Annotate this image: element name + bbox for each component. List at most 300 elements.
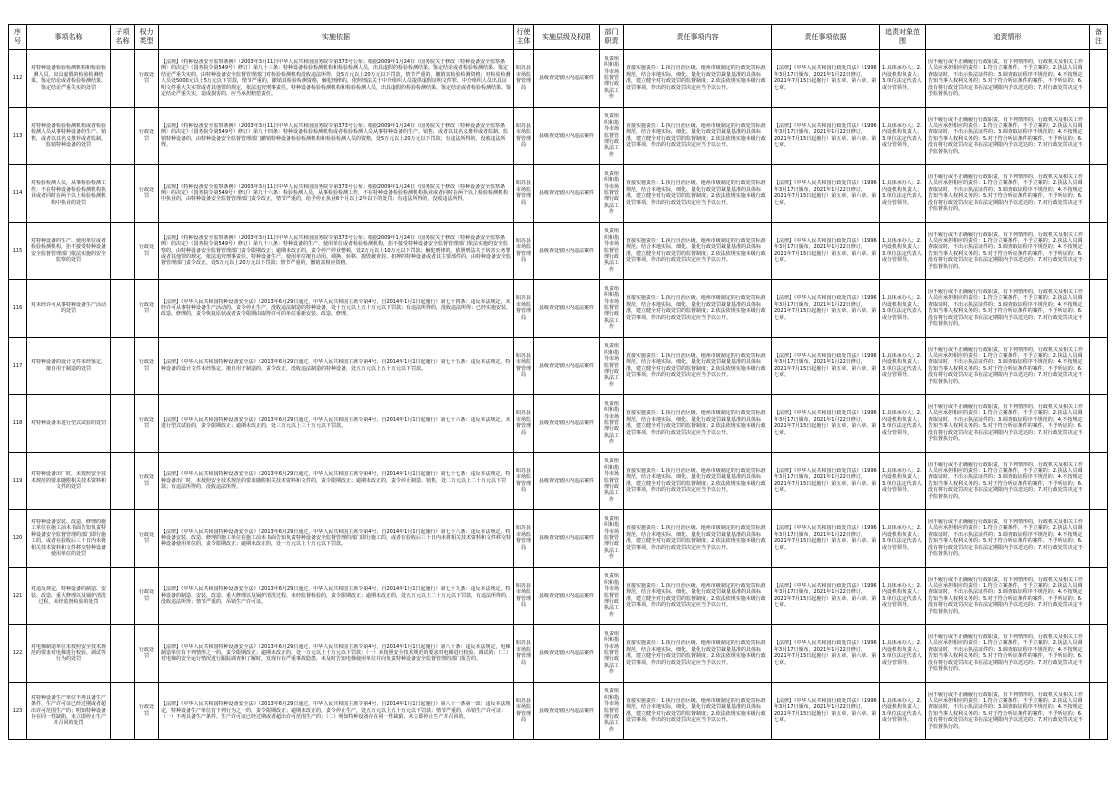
item-name-cell [27, 222, 111, 280]
accountability-target: 1.具体承办人；2.内设机构负责人；3.单位法定代表人或分管领导。 [882, 582, 923, 609]
dept-duty-cell [600, 567, 624, 625]
power-list-table [8, 24, 1108, 740]
header-remark: 备注 [1090, 25, 1108, 50]
dept-duty: 负责组织和指导市场监督管理行政执法工作 [603, 688, 619, 733]
header-name: 事项名称 [27, 25, 111, 50]
responsibility-content: 直接实施责任：1.执行自治区级、地州市级制定的行政处罚标准规范，结合本地实际，细化、量化行政处罚裁量基准的具体标准，建立健全对行政处罚的监督制度；2.依法依规实施本级行政处罚事项，作出的行政处罚决定应当予以公开。 [626, 65, 766, 91]
executing-subject: 昭苏县市场监督管理局 [516, 237, 531, 264]
item-name: 对特种设备安装、改造、修理的施工单位在施工前未书面告知负责特种设备安全监督管理的部门即行施工的，或者在验收后三十日内未将相关技术资料和文件移交特种设备使用单位的处罚 [30, 519, 106, 558]
accountability-target-cell [880, 337, 926, 395]
item-name: 对违反规定，特种设备的制造、安装、改造、重大修理以及锅炉清洗过程，未经监督检验的处罚 [30, 586, 106, 605]
power-type: 行政处罚 [138, 646, 154, 660]
sub-item-name-cell [111, 337, 135, 395]
level-scope-cell [534, 165, 600, 223]
implementation-basis-cell [159, 337, 514, 395]
accountability-cases: 因不履行或不正确履行行政职责，有下列情形的，行政机关及相关工作人员应承担相应的责任：1.符合立案条件，不予立案的；2.执法人员调查取证时，不出示执法证件的；3.调查取证程序不规范的；4.不按规定告知当事人权利义务的；5.对于符合听证条件的案件，不予听证的；6.没有将行政处罚决定书在法定期限内予以送达的；7.对行政处罚决定不予监督执行的。 [928, 116, 1084, 155]
remark-cell [1090, 165, 1108, 223]
responsibility-content: 直接实施责任：1.执行自治区级、地州市级制定的行政处罚标准规范，结合本地实际，细化、量化行政处罚裁量基准的具体标准，建立健全对行政处罚的监督制度；2.依法依规实施本级行政处罚事项，作出的行政处罚决定应当予以公开。 [626, 525, 766, 551]
level-scope-cell [534, 510, 600, 568]
level-scope: 县级查处辖区内违法案件 [538, 477, 594, 484]
accountability-cases: 因不履行或不正确履行行政职责，有下列情形的，行政机关及相关工作人员应承担相应的责任：1.符合立案条件，不予立案的；2.执法人员调查取证时，不出示执法证件的；3.调查取证程序不规范的；4.不按规定告知当事人权利义务的；5.对于符合听证条件的案件，不予听证的；6.没有将行政处罚决定书在法定期限内予以送达的；7.对行政处罚决定不予监督执行的。 [928, 691, 1084, 730]
implementation-basis: 【法律】《中华人民共和国特种设备安全法》（2013年6月29日通过，中华人民共和国主席令第4号，自2014年1月1日起施行）第八十条：违反本法规定，电梯制造单位有下列情形之一的，责令限期改正；逾期未改正的，处一万元以上十万元以下罚款：（一）未按照安全技术规范的要求对电梯进行校验、调试的；（二）对电梯的安全运行情况进行跟踪调查和了解时，发现存在严重事故隐患，未及时告知电梯使用单位并向负责特种设备安全监督管理的部门报告的。 [161, 643, 511, 663]
dept-duty-cell [600, 165, 624, 223]
level-scope: 县级查处辖区内违法案件 [538, 132, 594, 139]
responsibility-basis-cell [772, 625, 880, 683]
dept-duty: 负责组织和指导市场监督管理行政执法工作 [603, 285, 619, 331]
responsibility-basis-cell [772, 452, 880, 510]
dept-duty-cell [600, 510, 624, 568]
executing-subject: 昭苏县市场监督管理局 [516, 352, 531, 379]
level-scope: 县级查处辖区内违法案件 [538, 362, 594, 369]
sub-item-name-cell [111, 280, 135, 338]
executing-subject-cell [514, 682, 534, 740]
remark-cell [1090, 337, 1108, 395]
item-name: 对检验检测人员，从事检验检测工作，不在特种设备检验检测机构执业或者同时在两个以上检验检测机构中执业的处罚 [30, 180, 106, 206]
responsibility-content-cell [624, 395, 772, 453]
power-type: 行政处罚 [138, 704, 154, 717]
executing-subject-cell [514, 395, 534, 453]
row-number-cell [9, 222, 27, 280]
table-row [9, 222, 1108, 280]
dept-duty-cell [600, 50, 624, 108]
dept-duty-cell [600, 625, 624, 683]
accountability-target-cell [880, 510, 926, 568]
accountability-target-cell [880, 107, 926, 165]
responsibility-content-cell [624, 567, 772, 625]
accountability-target: 1.具体承办人；2.内设机构负责人；3.单位法定代表人或分管领导。 [882, 410, 923, 436]
responsibility-content-cell [624, 50, 772, 108]
responsibility-basis-cell [772, 395, 880, 453]
responsibility-basis: 【法律】《中华人民共和国行政处罚法》（1996年3月17日颁布，2021年1月22日修订，2021年7月15日起施行）第五章、第六章、第七章。 [774, 237, 877, 264]
table-row [9, 452, 1108, 510]
item-name-cell [27, 682, 111, 740]
sub-item-name-cell [111, 510, 135, 568]
power-type-cell [135, 222, 159, 280]
power-type: 行政处罚 [138, 474, 154, 487]
power-type-cell [135, 625, 159, 683]
power-type-cell [135, 165, 159, 223]
executing-subject-cell [514, 510, 534, 568]
remark-cell [1090, 107, 1108, 165]
dept-duty: 负责组织和指导市场监督管理行政执法工作 [603, 113, 619, 158]
accountability-cases: 因不履行或不正确履行行政职责，有下列情形的，行政机关及相关工作人员应承担相应的责任：1.符合立案条件，不予立案的；2.执法人员调查取证时，不出示执法证件的；3.调查取证程序不规范的；4.不按规定告知当事人权利义务的；5.对于符合听证条件的案件，不予听证的；6.没有将行政处罚决定书在法定期限内予以送达的；7.对行政处罚决定不予监督执行的。 [928, 289, 1084, 328]
responsibility-basis-cell [772, 567, 880, 625]
sub-item-name-cell [111, 107, 135, 165]
power-type-cell [135, 452, 159, 510]
dept-duty: 负责组织和指导市场监督管理行政执法工作 [603, 458, 619, 503]
row-number-cell [9, 107, 27, 165]
responsibility-basis-cell [772, 510, 880, 568]
accountability-cases-cell [926, 50, 1090, 108]
item-name-cell [27, 165, 111, 223]
header-subitem: 子项名称 [111, 25, 135, 50]
header-subject: 行使主体 [514, 25, 534, 50]
row-number: 118 [12, 420, 23, 427]
responsibility-content-cell [624, 280, 772, 338]
remark-cell [1090, 452, 1108, 510]
accountability-cases-cell [926, 107, 1090, 165]
row-number-cell [9, 395, 27, 453]
accountability-target: 1.具体承办人；2.内设机构负责人；3.单位法定代表人或分管领导。 [882, 640, 923, 666]
power-type-cell [135, 510, 159, 568]
accountability-target-cell [880, 280, 926, 338]
accountability-target: 1.具体承办人；2.内设机构负责人；3.单位法定代表人或分管领导。 [882, 237, 923, 264]
accountability-cases-cell [926, 337, 1090, 395]
table-row [9, 50, 1108, 108]
power-type: 行政处罚 [138, 301, 154, 315]
accountability-cases-cell [926, 222, 1090, 280]
item-name: 对特种设备未进行型式试验的处罚 [30, 420, 106, 427]
responsibility-basis: 【法律】《中华人民共和国行政处罚法》（1996年3月17日颁布，2021年1月22日修订，2021年7月15日起施行）第五章、第六章、第七章。 [774, 467, 877, 494]
executing-subject-cell [514, 452, 534, 510]
remark-cell [1090, 510, 1108, 568]
item-name-cell [27, 337, 111, 395]
sub-item-name-cell [111, 567, 135, 625]
table-row [9, 510, 1108, 568]
responsibility-basis: 【法律】《中华人民共和国行政处罚法》（1996年3月17日颁布，2021年1月22日修订，2021年7月15日起施行）第五章、第六章、第七章。 [774, 582, 877, 609]
dept-duty-cell [600, 222, 624, 280]
power-type-cell [135, 395, 159, 453]
responsibility-basis: 【法律】《中华人民共和国行政处罚法》（1996年3月17日颁布，2021年1月22日修订，2021年7月15日起施行）第五章、第六章、第七章。 [774, 697, 877, 724]
executing-subject: 昭苏县市场监督管理局 [516, 410, 531, 436]
table-row [9, 165, 1108, 223]
dept-duty: 负责组织和指导市场监督管理行政执法工作 [603, 573, 619, 618]
dept-duty-cell [600, 395, 624, 453]
header-basis: 实施依据 [159, 25, 514, 50]
table-row [9, 280, 1108, 338]
responsibility-basis-cell [772, 222, 880, 280]
accountability-target: 1.具体承办人；2.内设机构负责人；3.单位法定代表人或分管领导。 [882, 352, 923, 379]
item-name-cell [27, 567, 111, 625]
responsibility-content-cell [624, 682, 772, 740]
implementation-basis: 【法律】《中华人民共和国特种设备安全法》（2013年6月29日通过，中华人民共和国主席令第4号，自2014年1月1日起施行）第七十八条：违反本法规定，特种设备安装、改造、修理的施工单位在施工前未书面告知负责特种设备安全监督管理的部门即行施工的，或者在验收后三十日内未将相关技术资料和文件移交特种设备使用单位的，责令限期改正；逾期未改正的，处一万元以上十万元以下罚款。 [161, 528, 511, 548]
item-name-cell [27, 452, 111, 510]
power-type: 行政处罚 [138, 186, 154, 200]
accountability-cases: 因不履行或不正确履行行政职责，有下列情形的，行政机关及相关工作人员应承担相应的责任：1.符合立案条件，不予立案的；2.执法人员调查取证时，不出示执法证件的；3.调查取证程序不规范的；4.不按规定告知当事人权利义务的；5.对于符合听证条件的案件，不予听证的；6.没有将行政处罚决定书在法定期限内予以送达的；7.对行政处罚决定不予监督执行的。 [928, 174, 1084, 213]
accountability-cases: 因不履行或不正确履行行政职责，有下列情形的，行政机关及相关工作人员应承担相应的责任：1.符合立案条件，不予立案的；2.执法人员调查取证时，不出示执法证件的；3.调查取证程序不规范的；4.不按规定告知当事人权利义务的；5.对于符合听证条件的案件，不予听证的；6.没有将行政处罚决定书在法定期限内予以送达的；7.对行政处罚决定不予监督执行的。 [928, 231, 1084, 270]
responsibility-basis-cell [772, 280, 880, 338]
power-type: 行政处罚 [138, 589, 154, 602]
responsibility-content-cell [624, 452, 772, 510]
executing-subject: 昭苏县市场监督管理局 [516, 697, 531, 724]
responsibility-basis: 【法律】《中华人民共和国行政处罚法》（1996年3月17日颁布，2021年1月22日修订，2021年7月15日起施行）第五章、第六章、第七章。 [774, 122, 877, 149]
row-number: 119 [12, 477, 23, 484]
level-scope: 县级查处辖区内违法案件 [538, 707, 594, 714]
responsibility-content-cell [624, 107, 772, 165]
accountability-cases-cell [926, 510, 1090, 568]
remark-cell [1090, 280, 1108, 338]
level-scope-cell [534, 222, 600, 280]
implementation-basis: 【法律】《中华人民共和国特种设备安全法》（2013年6月29日通过，中华人民共和国主席令第4号，自2014年1月1日起施行）第七十四条：违反本法规定，未经许可从事特种设备生产活动的，责令停止生产，没收违法制造的特种设备，处十万元以上五十万元以下罚款；有违法所得的，没收违法所得；已经实施安装、改造、修理的，责令恢复原状或者责令限期由取得许可的单位重新安装、改造、修理。 [161, 298, 511, 318]
power-type-cell [135, 682, 159, 740]
executing-subject: 昭苏县市场监督管理局 [516, 640, 531, 666]
sub-item-name-cell [111, 682, 135, 740]
accountability-target-cell [880, 50, 926, 108]
item-name-cell [27, 625, 111, 683]
responsibility-basis: 【法律】《中华人民共和国行政处罚法》（1996年3月17日颁布，2021年1月22日修订，2021年7月15日起施行）第五章、第六章、第七章。 [774, 295, 877, 321]
executing-subject-cell [514, 625, 534, 683]
remark-cell [1090, 222, 1108, 280]
level-scope-cell [534, 395, 600, 453]
header-resp-content: 责任事项内容 [624, 25, 772, 50]
implementation-basis-cell [159, 452, 514, 510]
power-type: 行政处罚 [138, 71, 154, 85]
accountability-cases: 因不履行或不正确履行行政职责，有下列情形的，行政机关及相关工作人员应承担相应的责任：1.符合立案条件，不予立案的；2.执法人员调查取证时，不出示执法证件的；3.调查取证程序不规范的；4.不按规定告知当事人权利义务的；5.对于符合听证条件的案件，不予听证的；6.没有将行政处罚决定书在法定期限内予以送达的；7.对行政处罚决定不予监督执行的。 [928, 519, 1084, 558]
accountability-target-cell [880, 452, 926, 510]
dept-duty-cell [600, 337, 624, 395]
accountability-cases-cell [926, 165, 1090, 223]
implementation-basis-cell [159, 567, 514, 625]
accountability-cases-cell [926, 567, 1090, 625]
sub-item-name-cell [111, 395, 135, 453]
table-row [9, 337, 1108, 395]
implementation-basis: 【法律】《中华人民共和国特种设备安全法》（2013年6月29日通过，中华人民共和国主席令第4号，自2014年1月1日起施行）第七十六条：违反本法规定，未进行型式试验的，责令限期改正；逾期未改正的，处三万元以上三十万元以下罚款。 [161, 416, 511, 430]
accountability-cases-cell [926, 395, 1090, 453]
accountability-target-cell [880, 395, 926, 453]
responsibility-content: 直接实施责任：1.执行自治区级、地州市级制定的行政处罚标准规范，结合本地实际，细化、量化行政处罚裁量基准的具体标准，建立健全对行政处罚的监督制度；2.依法依规实施本级行政处罚事项，作出的行政处罚决定应当予以公开。 [626, 697, 766, 724]
row-number: 116 [12, 305, 23, 312]
implementation-basis-cell [159, 165, 514, 223]
implementation-basis-cell [159, 682, 514, 740]
accountability-target-cell [880, 567, 926, 625]
accountability-target-cell [880, 625, 926, 683]
dept-duty: 负责组织和指导市场监督管理行政执法工作 [603, 55, 619, 101]
executing-subject-cell [514, 280, 534, 338]
power-type: 行政处罚 [138, 416, 154, 430]
dept-duty-cell [600, 107, 624, 165]
power-type-cell [135, 50, 159, 108]
executing-subject: 昭苏县市场监督管理局 [516, 180, 531, 206]
row-number-cell [9, 50, 27, 108]
responsibility-basis-cell [772, 337, 880, 395]
executing-subject-cell [514, 337, 534, 395]
level-scope: 县级查处辖区内违法案件 [538, 190, 594, 197]
dept-duty: 负责组织和指导市场监督管理行政执法工作 [603, 170, 619, 216]
responsibility-basis: 【法律】《中华人民共和国行政处罚法》（1996年3月17日颁布，2021年1月22日修订，2021年7月15日起施行）第五章、第六章、第七章。 [774, 65, 877, 91]
implementation-basis-cell [159, 280, 514, 338]
executing-subject: 昭苏县市场监督管理局 [516, 582, 531, 609]
level-scope-cell [534, 337, 600, 395]
remark-cell [1090, 625, 1108, 683]
implementation-basis: 【法律】《中华人民共和国特种设备安全法》（2013年6月29日通过，中华人民共和国主席令第4号，自2014年1月1日起施行）第七十五条：违反本法规定，特种设备的设计文件未经鉴定，擅自用于制造的，责令改正，没收违法制造的特种设备，处五万元以上五十万元以下罚款。 [161, 359, 511, 372]
implementation-basis-cell [159, 625, 514, 683]
dept-duty-cell [600, 682, 624, 740]
dept-duty: 负责组织和指导市场监督管理行政执法工作 [603, 343, 619, 388]
header-level: 实施层级及权限 [534, 25, 600, 50]
executing-subject-cell [514, 50, 534, 108]
responsibility-basis: 【法律】《中华人民共和国行政处罚法》（1996年3月17日颁布，2021年1月22日修订，2021年7月15日起施行）第五章、第六章、第七章。 [774, 525, 877, 551]
executing-subject-cell [514, 107, 534, 165]
item-name: 对特种设备的设计文件未经鉴定，擅自用于制造的处罚 [30, 359, 106, 372]
responsibility-basis: 【法律】《中华人民共和国行政处罚法》（1996年3月17日颁布，2021年1月22日修订，2021年7月15日起施行）第五章、第六章、第七章。 [774, 180, 877, 206]
row-number: 114 [12, 190, 23, 197]
executing-subject-cell [514, 567, 534, 625]
document-page [8, 24, 1107, 740]
row-number: 120 [12, 535, 23, 542]
accountability-cases: 因不履行或不正确履行行政职责，有下列情形的，行政机关及相关工作人员应承担相应的责任：1.符合立案条件，不予立案的；2.执法人员调查取证时，不出示执法证件的；3.调查取证程序不规范的；4.不按规定告知当事人权利义务的；5.对于符合听证条件的案件，不予听证的；6.没有将行政处罚决定书在法定期限内予以送达的；7.对行政处罚决定不予监督执行的。 [928, 461, 1084, 500]
remark-cell [1090, 567, 1108, 625]
row-number: 123 [12, 707, 23, 714]
power-type: 行政处罚 [138, 129, 154, 142]
responsibility-basis-cell [772, 50, 880, 108]
responsibility-content: 直接实施责任：1.执行自治区级、地州市级制定的行政处罚标准规范，结合本地实际，细化、量化行政处罚裁量基准的具体标准，建立健全对行政处罚的监督制度；2.依法依规实施本级行政处罚事项，作出的行政处罚决定应当予以公开。 [626, 410, 766, 436]
row-number: 112 [12, 75, 23, 82]
level-scope: 县级查处辖区内违法案件 [538, 247, 594, 254]
row-number-cell [9, 280, 27, 338]
accountability-cases: 因不履行或不正确履行行政职责，有下列情形的，行政机关及相关工作人员应承担相应的责任：1.符合立案条件，不予立案的；2.执法人员调查取证时，不出示执法证件的；3.调查取证程序不规范的；4.不按规定告知当事人权利义务的；5.对于符合听证条件的案件，不予听证的；6.没有将行政处罚决定书在法定期限内予以送达的；7.对行政处罚决定不予监督执行的。 [928, 346, 1084, 385]
row-number-cell [9, 567, 27, 625]
level-scope-cell [534, 452, 600, 510]
responsibility-basis: 【法律】《中华人民共和国行政处罚法》（1996年3月17日颁布，2021年1月22日修订，2021年7月15日起施行）第五章、第六章、第七章。 [774, 410, 877, 436]
executing-subject-cell [514, 165, 534, 223]
header-dept-duty: 部门职责 [600, 25, 624, 50]
dept-duty: 负责组织和指导市场监督管理行政执法工作 [603, 630, 619, 676]
responsibility-content: 直接实施责任：1.执行自治区级、地州市级制定的行政处罚标准规范，结合本地实际，细化、量化行政处罚裁量基准的具体标准，建立健全对行政处罚的监督制度；2.依法依规实施本级行政处罚事项，作出的行政处罚决定应当予以公开。 [626, 640, 766, 666]
responsibility-content-cell [624, 625, 772, 683]
item-name-cell [27, 510, 111, 568]
item-name: 对未经许可从事特种设备生产活动的处罚 [30, 301, 106, 315]
implementation-basis: 【法律】《中华人民共和国特种设备安全法》（2013年6月29日通过，中华人民共和国主席令第4号，自2014年1月1日起施行）第七十七条：违反本法规定，特种设备出厂时，未按照安全技术规范的要求随附相关技术资料和文件的，责令限期改正；逾期未改正的，责令停止制造、销售，处二万元以上二十万元以下罚款；有违法所得的，没收违法所得。 [161, 471, 511, 490]
responsibility-content: 直接实施责任：1.执行自治区级、地州市级制定的行政处罚标准规范，结合本地实际，细化、量化行政处罚裁量基准的具体标准，建立健全对行政处罚的监督制度；2.依法依规实施本级行政处罚事项，作出的行政处罚决定应当予以公开。 [626, 237, 766, 264]
level-scope: 县级查处辖区内违法案件 [538, 420, 594, 427]
table-row [9, 682, 1108, 740]
implementation-basis: 【法规】《特种设备安全监察条例》（2003年3月11日中华人民共和国国务院令第373号公布；根据2009年1月24日《国务院关于修改〈特种设备安全监察条例〉的决定》（国务院令第549号）修订）第九十八条：特种设备的生产、使用单位或者检验检测机构，拒不接受特种设备安全监督管理部门依法实施的安全监察的，由特种设备安全监督管理部门责令限期改正；逾期未改正的，责令停产停业整顿，处2万元以上10万元以下罚款；触犯刑律的，依照刑法关于妨害公务罪或者其他罪的规定，依法追究刑事责任。特种设备生产、使用单位擅自动用、调换、转移、损毁被查封、扣押的特种设备或者其主要部件的，由特种设备安全监督管理部门责令改正，处5万元以上20万元以下罚款；情节严重的，撤销其相应资格。 [161, 234, 511, 267]
table-row [9, 567, 1108, 625]
level-scope-cell [534, 625, 600, 683]
responsibility-content: 直接实施责任：1.执行自治区级、地州市级制定的行政处罚标准规范，结合本地实际，细化、量化行政处罚裁量基准的具体标准，建立健全对行政处罚的监督制度；2.依法依规实施本级行政处罚事项，作出的行政处罚决定应当予以公开。 [626, 295, 766, 321]
responsibility-basis-cell [772, 107, 880, 165]
level-scope-cell [534, 50, 600, 108]
responsibility-content: 直接实施责任：1.执行自治区级、地州市级制定的行政处罚标准规范，结合本地实际，细化、量化行政处罚裁量基准的具体标准，建立健全对行政处罚的监督制度；2.依法依规实施本级行政处罚事项，作出的行政处罚决定应当予以公开。 [626, 582, 766, 609]
accountability-cases: 因不履行或不正确履行行政职责，有下列情形的，行政机关及相关工作人员应承担相应的责任：1.符合立案条件，不予立案的；2.执法人员调查取证时，不出示执法证件的；3.调查取证程序不规范的；4.不按规定告知当事人权利义务的；5.对于符合听证条件的案件，不予听证的；6.没有将行政处罚决定书在法定期限内予以送达的；7.对行政处罚决定不予监督执行的。 [928, 404, 1084, 443]
dept-duty: 负责组织和指导市场监督管理行政执法工作 [603, 228, 619, 273]
accountability-target: 1.具体承办人；2.内设机构负责人；3.单位法定代表人或分管领导。 [882, 697, 923, 724]
accountability-target: 1.具体承办人；2.内设机构负责人；3.单位法定代表人或分管领导。 [882, 65, 923, 91]
responsibility-content-cell [624, 165, 772, 223]
level-scope: 县级查处辖区内违法案件 [538, 535, 594, 542]
header-row [9, 25, 1108, 50]
dept-duty: 负责组织和指导市场监督管理行政执法工作 [603, 515, 619, 561]
accountability-target: 1.具体承办人；2.内设机构负责人；3.单位法定代表人或分管领导。 [882, 467, 923, 494]
executing-subject: 昭苏县市场监督管理局 [516, 65, 531, 91]
accountability-target: 1.具体承办人；2.内设机构负责人；3.单位法定代表人或分管领导。 [882, 525, 923, 551]
responsibility-content: 直接实施责任：1.执行自治区级、地州市级制定的行政处罚标准规范，结合本地实际，细化、量化行政处罚裁量基准的具体标准，建立健全对行政处罚的监督制度；2.依法依规实施本级行政处罚事项，作出的行政处罚决定应当予以公开。 [626, 467, 766, 494]
accountability-cases: 因不履行或不正确履行行政职责，有下列情形的，行政机关及相关工作人员应承担相应的责任：1.符合立案条件，不予立案的；2.执法人员调查取证时，不出示执法证件的；3.调查取证程序不规范的；4.不按规定告知当事人权利义务的；5.对于符合听证条件的案件，不予听证的；6.没有将行政处罚决定书在法定期限内予以送达的；7.对行政处罚决定不予监督执行的。 [928, 576, 1084, 615]
implementation-basis-cell [159, 50, 514, 108]
row-number: 113 [12, 132, 23, 139]
responsibility-content: 直接实施责任：1.执行自治区级、地州市级制定的行政处罚标准规范，结合本地实际，细化、量化行政处罚裁量基准的具体标准，建立健全对行政处罚的监督制度；2.依法依规实施本级行政处罚事项，作出的行政处罚决定应当予以公开。 [626, 122, 766, 149]
remark-cell [1090, 682, 1108, 740]
accountability-cases: 因不履行或不正确履行行政职责，有下列情形的，行政机关及相关工作人员应承担相应的责任：1.符合立案条件，不予立案的；2.执法人员调查取证时，不出示执法证件的；3.调查取证程序不规范的；4.不按规定告知当事人权利义务的；5.对于符合听证条件的案件，不予听证的；6.没有将行政处罚决定书在法定期限内予以送达的；7.对行政处罚决定不予监督执行的。 [928, 634, 1084, 673]
executing-subject: 昭苏县市场监督管理局 [516, 295, 531, 321]
row-number-cell [9, 165, 27, 223]
accountability-cases-cell [926, 452, 1090, 510]
implementation-basis-cell [159, 222, 514, 280]
accountability-target-cell [880, 222, 926, 280]
power-type: 行政处罚 [138, 359, 154, 372]
item-name: 对电梯制造单位未按照安全技术规范的要求对电梯进行校验、调试等行为的处罚 [30, 643, 106, 663]
executing-subject: 昭苏县市场监督管理局 [516, 525, 531, 551]
sub-item-name-cell [111, 625, 135, 683]
row-number: 122 [12, 650, 23, 657]
item-name-cell [27, 50, 111, 108]
implementation-basis-cell [159, 107, 514, 165]
row-number-cell [9, 452, 27, 510]
level-scope: 县级查处辖区内违法案件 [538, 650, 594, 657]
power-type-cell [135, 337, 159, 395]
responsibility-content-cell [624, 510, 772, 568]
header-accountability: 追责情形 [926, 25, 1090, 50]
responsibility-basis: 【法律】《中华人民共和国行政处罚法》（1996年3月17日颁布，2021年1月22日修订，2021年7月15日起施行）第五章、第六章、第七章。 [774, 640, 877, 666]
item-name-cell [27, 395, 111, 453]
header-resp-basis: 责任事项依据 [772, 25, 880, 50]
responsibility-content: 直接实施责任：1.执行自治区级、地州市级制定的行政处罚标准规范，结合本地实际，细化、量化行政处罚裁量基准的具体标准，建立健全对行政处罚的监督制度；2.依法依规实施本级行政处罚事项，作出的行政处罚决定应当予以公开。 [626, 180, 766, 206]
executing-subject-cell [514, 222, 534, 280]
sub-item-name-cell [111, 452, 135, 510]
implementation-basis: 【法规】《特种设备安全监察条例》（2003年3月11日中华人民共和国国务院令第373号公布；根据2009年1月24日《国务院关于修改〈特种设备安全监察条例〉的决定》（国务院令第549号）修订）第九十六条：检验检测人员，从事检验检测工作，不在特种设备检验检测机构执业或者同时在两个以上检验检测机构中执业的，由特种设备安全监督管理部门责令改正，情节严重的，给予停止执业6个月以上2年以下的处罚；有违法所得的，没收违法所得。 [161, 183, 509, 203]
accountability-cases-cell [926, 280, 1090, 338]
dept-duty: 负责组织和指导市场监督管理行政执法工作 [603, 400, 619, 446]
responsibility-content-cell [624, 337, 772, 395]
table-row [9, 107, 1108, 165]
level-scope: 县级查处辖区内违法案件 [538, 305, 594, 312]
level-scope-cell [534, 107, 600, 165]
row-number-cell [9, 337, 27, 395]
item-name: 对特种设备生产单位不再具备生产条件、生产许可证已经过期或者超出许可范围生产的；明知特种设备存在同一性缺陷，未立即停止生产并召回的处罚 [30, 694, 106, 727]
item-name: 对特种设备检验检测机构或者检验检测人员从事特种设备的生产、销售，或者以其名义推荐或者监制、监销特种设备的处罚 [30, 122, 106, 149]
level-scope: 县级查处辖区内违法案件 [538, 75, 594, 82]
row-number-cell [9, 682, 27, 740]
executing-subject: 昭苏县市场监督管理局 [516, 467, 531, 494]
dept-duty-cell [600, 452, 624, 510]
item-name: 对特种设备检验检测机构和检验检测人员，出具虚假的检验检测结果、鉴定结论或者检验检测结果、鉴定结论严重失实的处罚 [30, 65, 106, 91]
accountability-cases: 因不履行或不正确履行行政职责，有下列情形的，行政机关及相关工作人员应承担相应的责任：1.符合立案条件，不予立案的；2.执法人员调查取证时，不出示执法证件的；3.调查取证程序不规范的；4.不按规定告知当事人权利义务的；5.对于符合听证条件的案件，不予听证的；6.没有将行政处罚决定书在法定期限内予以送达的；7.对行政处罚决定不予监督执行的。 [928, 59, 1084, 98]
responsibility-basis-cell [772, 682, 880, 740]
responsibility-basis-cell [772, 165, 880, 223]
remark-cell [1090, 395, 1108, 453]
dept-duty-cell [600, 280, 624, 338]
implementation-basis: 【法律】《中华人民共和国特种设备安全法》（2013年6月29日通过，中华人民共和国主席令第4号，自2014年1月1日起施行）第八十一条第一款：违反本法规定，特种设备生产单位有下列行为之一的，责令限期改正；逾期未改正的，责令停止生产，处五万元以上五十万元以下罚款；情节严重的，吊销生产许可证：（一）不再具备生产条件、生产许可证已经过期或者超出许可范围生产的；（二）明知特种设备存在同一性缺陷，未立即停止生产并召回的。 [161, 701, 511, 720]
sub-item-name-cell [111, 222, 135, 280]
implementation-basis: 【法律】《中华人民共和国特种设备安全法》（2013年6月29日通过，中华人民共和国主席令第4号，自2014年1月1日起施行）第七十九条：违反本法规定，特种设备的制造、安装、改造、重大修理以及锅炉清洗过程，未经监督检验的，责令限期改正；逾期未改正的，处五万元以上二十万元以下罚款，有违法所得的，没收违法所得；情节严重的，吊销生产许可证。 [161, 586, 511, 605]
item-name-cell [27, 107, 111, 165]
implementation-basis-cell [159, 510, 514, 568]
sub-item-name-cell [111, 50, 135, 108]
accountability-target: 1.具体承办人；2.内设机构负责人；3.单位法定代表人或分管领导。 [882, 180, 923, 206]
row-number: 117 [12, 362, 23, 369]
accountability-target: 1.具体承办人；2.内设机构负责人；3.单位法定代表人或分管领导。 [882, 122, 923, 149]
level-scope-cell [534, 682, 600, 740]
level-scope: 县级查处辖区内违法案件 [538, 592, 594, 599]
table-row [9, 395, 1108, 453]
table-body [9, 50, 1108, 740]
power-type: 行政处罚 [138, 531, 154, 545]
table-row [9, 625, 1108, 683]
header-target: 追责对象范围 [880, 25, 926, 50]
item-name: 对特种设备的生产、使用单位或者检验检测机构，拒不接受特种设备安全监督管理部门依法实施的安全监察的处罚 [30, 237, 106, 264]
responsibility-content: 直接实施责任：1.执行自治区级、地州市级制定的行政处罚标准规范，结合本地实际，细化、量化行政处罚裁量基准的具体标准，建立健全对行政处罚的监督制度；2.依法依规实施本级行政处罚事项，作出的行政处罚决定应当予以公开。 [626, 352, 766, 379]
row-number: 121 [12, 592, 23, 599]
sub-item-name-cell [111, 165, 135, 223]
accountability-target-cell [880, 165, 926, 223]
power-type-cell [135, 567, 159, 625]
row-number-cell [9, 625, 27, 683]
responsibility-content-cell [624, 222, 772, 280]
item-name: 对特种设备出厂时，未按照安全技术规范的要求随附相关技术资料和文件的处罚 [30, 471, 106, 490]
header-no: 序号 [9, 25, 27, 50]
level-scope-cell [534, 280, 600, 338]
accountability-target-cell [880, 682, 926, 740]
